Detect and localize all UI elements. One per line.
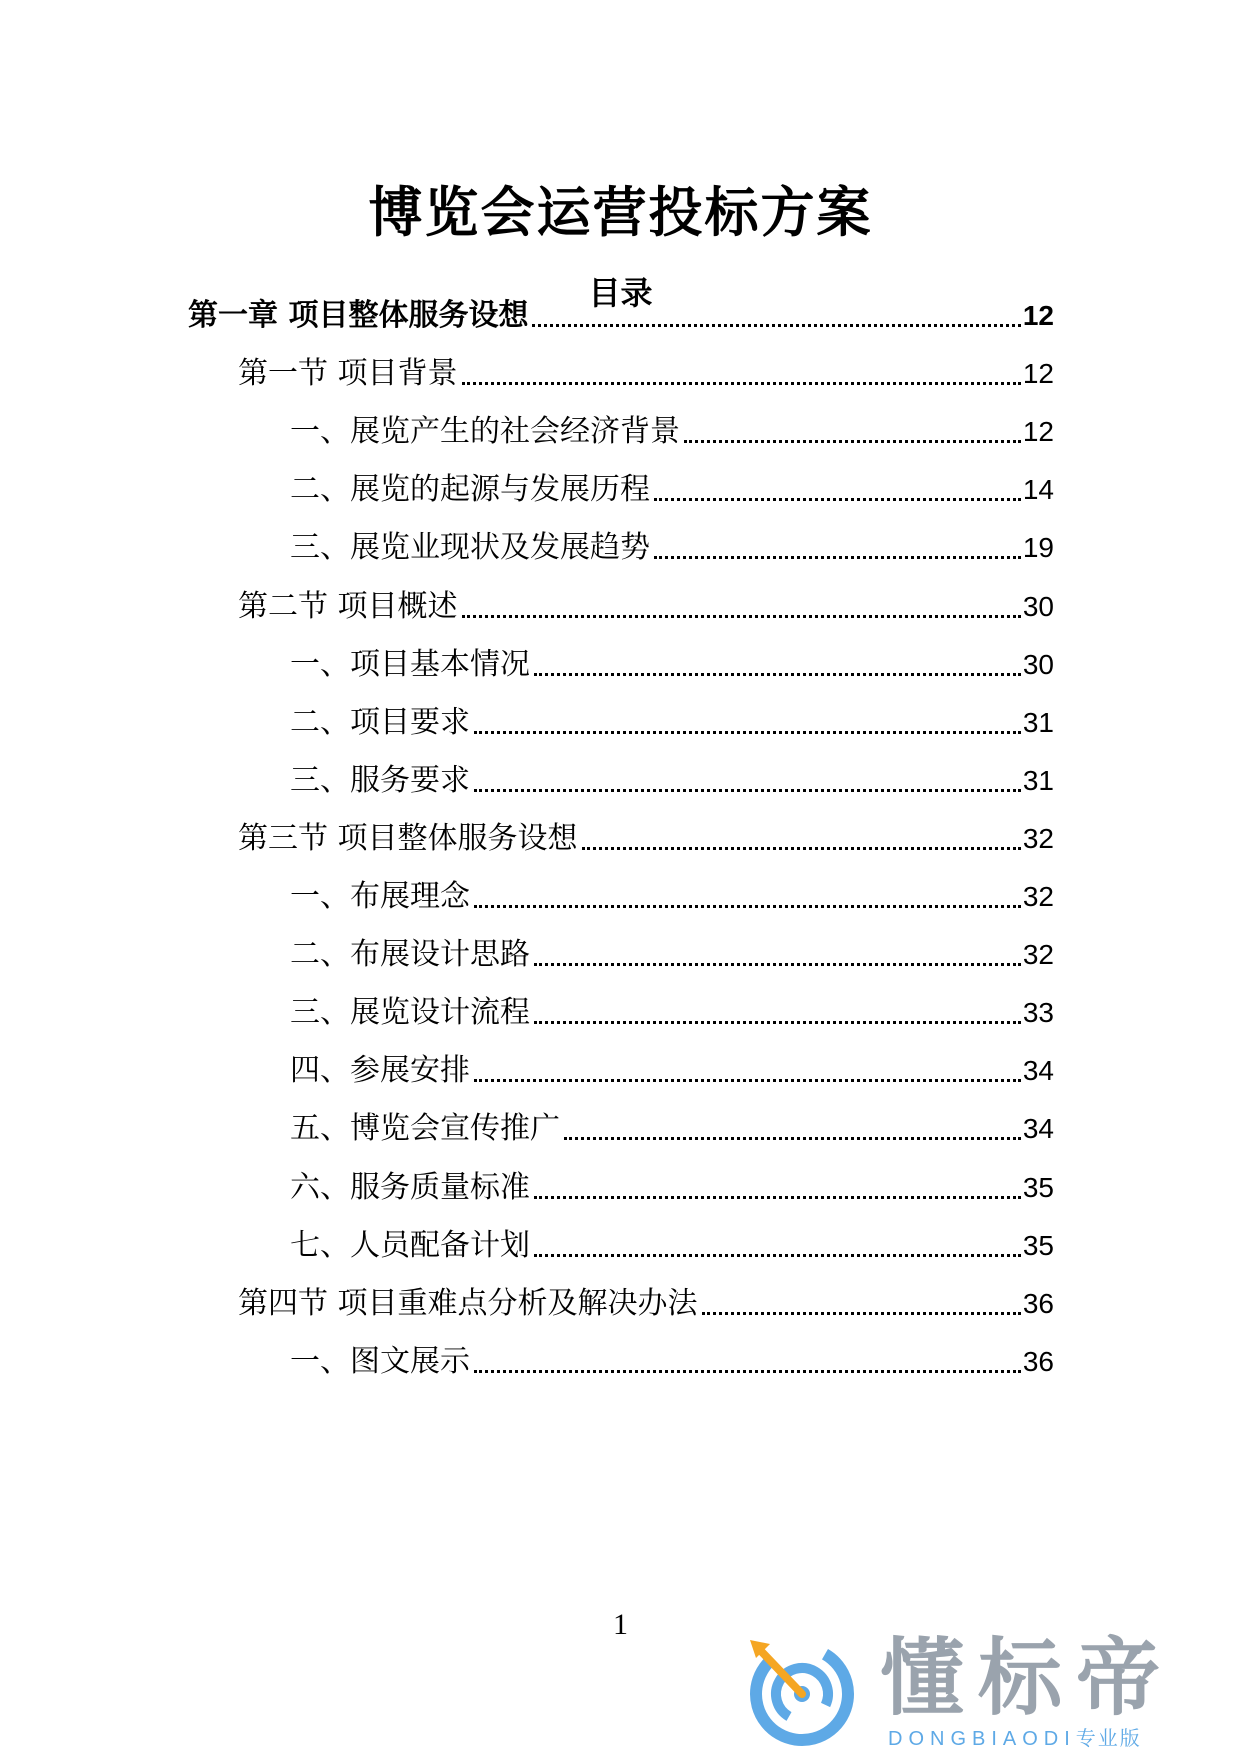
toc-entry-label: 一、项目基本情况 <box>290 647 530 682</box>
toc-entry[interactable] <box>290 993 1054 1033</box>
toc-dot-leader <box>474 731 1021 734</box>
toc-entry[interactable] <box>290 528 1054 568</box>
toc-entry-page: 12 <box>1022 300 1054 331</box>
watermark-pinyin: DONGBIAODI <box>888 1728 1076 1750</box>
toc-entry-label: 第三节 项目整体服务设想 <box>238 821 578 856</box>
toc-entry-label: 第四节 项目重难点分析及解决办法 <box>238 1286 698 1321</box>
toc-dot-leader <box>462 382 1021 385</box>
toc-entry-label: 第一节 项目背景 <box>238 356 458 391</box>
toc-dot-leader <box>534 673 1021 676</box>
toc-entry-page: 19 <box>1022 532 1054 563</box>
toc-dot-leader <box>474 905 1021 908</box>
toc-entry-page: 36 <box>1022 1346 1054 1377</box>
toc-dot-leader <box>702 1312 1021 1315</box>
toc-entry-label: 三、服务要求 <box>290 763 470 798</box>
toc-entry-page: 33 <box>1022 997 1054 1028</box>
watermark-brand: 懂标帝 <box>880 1629 1175 1727</box>
toc-entry[interactable] <box>290 1168 1054 1208</box>
toc-entry-label: 一、图文展示 <box>290 1344 470 1379</box>
page-number: 1 <box>613 1608 628 1641</box>
toc-entry-page: 31 <box>1022 765 1054 796</box>
toc-entry[interactable] <box>290 412 1054 452</box>
toc-entry-label: 三、展览业现状及发展趋势 <box>290 530 650 565</box>
document-title: 博览会运营投标方案 <box>368 181 873 244</box>
toc-entry[interactable] <box>290 645 1054 685</box>
toc-entry-page: 35 <box>1022 1230 1054 1261</box>
toc-dot-leader <box>534 1196 1021 1199</box>
toc-entry-label: 七、人员配备计划 <box>290 1228 530 1263</box>
toc-entry-page: 34 <box>1022 1055 1054 1086</box>
toc-entry-label: 五、博览会宣传推广 <box>290 1111 560 1146</box>
toc-entry[interactable] <box>290 1226 1054 1266</box>
toc-dot-leader <box>582 847 1021 850</box>
toc-heading: 目录 <box>588 274 653 312</box>
toc-entry-page: 30 <box>1022 649 1054 680</box>
toc-dot-leader <box>474 1370 1021 1373</box>
toc-dot-leader <box>534 963 1021 966</box>
toc-entry[interactable] <box>290 761 1054 801</box>
toc-entry-page: 30 <box>1022 591 1054 622</box>
toc-entry[interactable] <box>290 470 1054 510</box>
watermark <box>740 1628 1220 1748</box>
toc-entry-page: 14 <box>1022 474 1054 505</box>
watermark-subtitle <box>888 1722 1142 1751</box>
toc-entry[interactable] <box>290 877 1054 917</box>
toc-entry[interactable] <box>290 935 1054 975</box>
toc-dot-leader <box>564 1137 1021 1140</box>
toc-entry-label: 第一章 项目整体服务设想 <box>188 298 529 333</box>
toc-dot-leader <box>534 1254 1021 1257</box>
toc-entry-label: 一、布展理念 <box>290 879 470 914</box>
toc-dot-leader <box>462 615 1021 618</box>
toc-dot-leader <box>654 498 1021 501</box>
toc-entry-page: 32 <box>1022 823 1054 854</box>
toc-entry-label: 六、服务质量标准 <box>290 1170 530 1205</box>
toc-entry-label: 二、展览的起源与发展历程 <box>290 472 650 507</box>
toc-entry-label: 第二节 项目概述 <box>238 589 458 624</box>
toc-dot-leader <box>684 440 1021 443</box>
toc-entry-page: 12 <box>1022 358 1054 389</box>
toc-entry-page: 34 <box>1022 1113 1054 1144</box>
toc-entry[interactable] <box>238 819 1054 859</box>
toc-entry-label: 四、参展安排 <box>290 1053 470 1088</box>
toc-entry[interactable] <box>290 1109 1054 1149</box>
toc-entry[interactable] <box>290 1051 1054 1091</box>
toc-dot-leader <box>474 1079 1021 1082</box>
toc-entry-page: 32 <box>1022 881 1054 912</box>
toc-dot-leader <box>474 789 1021 792</box>
toc-entry-page: 31 <box>1022 707 1054 738</box>
toc-entry[interactable] <box>188 296 1054 336</box>
toc-entry[interactable] <box>290 1342 1054 1382</box>
toc-dot-leader <box>654 556 1021 559</box>
target-arrow-icon <box>740 1628 870 1748</box>
toc-entry-page: 36 <box>1022 1288 1054 1319</box>
toc-entry-page: 35 <box>1022 1172 1054 1203</box>
toc-entry-page: 12 <box>1022 416 1054 447</box>
toc-entry-label: 二、布展设计思路 <box>290 937 530 972</box>
toc-entry[interactable] <box>238 354 1054 394</box>
toc-dot-leader <box>532 324 1020 327</box>
toc-entry-page: 32 <box>1022 939 1054 970</box>
toc-entry[interactable] <box>238 587 1054 627</box>
toc-dot-leader <box>534 1021 1021 1024</box>
toc-entry[interactable] <box>290 703 1054 743</box>
toc-entry[interactable] <box>238 1284 1054 1324</box>
toc-entry-label: 一、展览产生的社会经济背景 <box>290 414 680 449</box>
toc-entry-label: 三、展览设计流程 <box>290 995 530 1030</box>
watermark-edition: 专业版 <box>1075 1726 1142 1750</box>
toc-entry-label: 二、项目要求 <box>290 705 470 740</box>
